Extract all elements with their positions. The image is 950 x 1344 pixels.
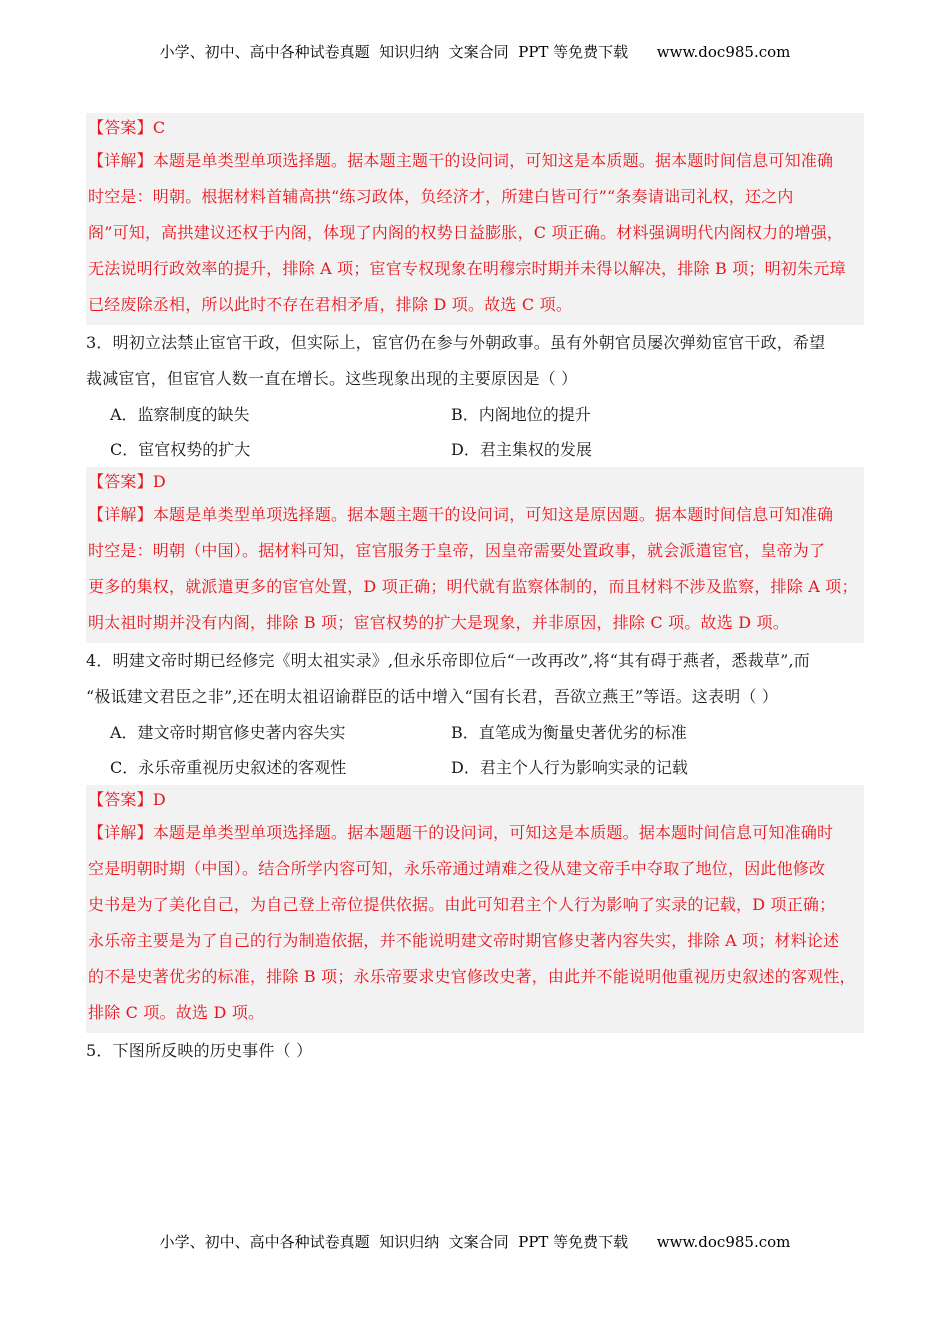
question-stem-line: 4．明建文帝时期已经修完《明太祖实录》,但永乐帝即位后“一改再改”,将“其有碍于燕者，悉裁草”,而 — [86, 651, 810, 670]
explain-line: 【详解】本题是单类型单项选择题。据本题主题干的设问词，可知这是原因题。据本题时间信息可知准确 — [88, 505, 834, 524]
explain-label: 【详解】 — [88, 151, 153, 170]
explain-label: 【详解】 — [88, 823, 153, 842]
explain-line: 阁”可知，高拱建议还权于内阁，体现了内阁的权势日益膨胀，C 项正确。材料强调明代内阁权力的增强， — [88, 223, 844, 242]
answer-label: 【答案】 — [88, 790, 153, 809]
option-b: B．内阁地位的提升 — [451, 405, 591, 424]
options-row — [86, 715, 864, 750]
options-row — [86, 432, 864, 467]
option-a: A．监察制度的缺失 — [110, 405, 250, 424]
question-5 — [86, 1033, 864, 1069]
explain-line: 【详解】本题是单类型单项选择题。据本题主题干的设问词，可知这是本质题。据本题时间信息可知准确 — [88, 151, 834, 170]
explain-line: 已经废除丞相，所以此时不存在君相矛盾，排除 D 项。故选 C 项。 — [88, 295, 573, 314]
explain-label: 【详解】 — [88, 505, 153, 524]
option-c: C．永乐帝重视历史叙述的客观性 — [110, 758, 347, 777]
explain-line: 时空是：明朝（中国）。据材料可知，宦官服务于皇帝，因皇帝需要处置政事，就会派遣宦官，皇帝为了 — [88, 541, 826, 560]
explain-line: 【详解】本题是单类型单项选择题。据本题题干的设问词，可知这是本质题。据本题时间信息可知准确时 — [88, 823, 834, 842]
question-stem-line: “极诋建文君臣之非”,还在明太祖诏谕群臣的话中增入“国有长君，吾欲立燕王”等语。这表明（ ） — [86, 687, 779, 706]
answer-value: D — [152, 472, 166, 491]
options-row — [86, 397, 864, 432]
answer-line — [88, 113, 864, 143]
answer-block-q2 — [86, 113, 864, 325]
answer-label: 【答案】 — [88, 118, 153, 137]
explain-line: 明太祖时期并没有内阁，排除 B 项；宦官权势的扩大是现象，并非原因，排除 C 项。故选 D 项。 — [88, 613, 789, 632]
explain-line: 永乐帝主要是为了自己的行为制造依据，并不能说明建文帝时期官修史著内容失实，排除 A 项；材料论述 — [88, 931, 840, 950]
option-c: C．宦官权势的扩大 — [110, 440, 251, 459]
explain-line: 更多的集权，就派遣更多的宦官处置，D 项正确；明代就有监察体制的，而且材料不涉及监察，排除 A 项； — [88, 577, 858, 596]
question-stem-line: 裁减宦官，但宦官人数一直在增长。这些现象出现的主要原因是（ ） — [86, 369, 578, 388]
question-3 — [86, 325, 864, 467]
options-row — [86, 750, 864, 785]
page-footer: 小学、初中、高中各种试卷真题 知识归纳 文案合同 PPT 等免费下载 www.doc985.com — [159, 1233, 791, 1251]
answer-block-q4 — [86, 785, 864, 1033]
explain-line: 时空是：明朝。根据材料首辅高拱“练习政体，负经济才，所建白皆可行”“条奏请诎司礼权，还之内 — [88, 187, 794, 206]
answer-label: 【答案】 — [88, 472, 153, 491]
answer-value: D — [152, 790, 166, 809]
answer-block-q3 — [86, 467, 864, 643]
explain-line: 空是明朝时期（中国）。结合所学内容可知，永乐帝通过靖难之役从建文帝手中夺取了地位，因此他修改 — [88, 859, 826, 878]
question-4 — [86, 643, 864, 785]
question-stem-line: 5．下图所反映的历史事件（ ） — [86, 1041, 313, 1060]
explain-line: 的不是史著优劣的标准，排除 B 项；永乐帝要求史官修改史著，由此并不能说明他重视历史叙述的客观性， — [88, 967, 856, 986]
option-d: D．君主个人行为影响实录的记载 — [451, 758, 688, 777]
option-a: A．建文帝时期官修史著内容失实 — [110, 723, 346, 742]
explain-line: 无法说明行政效率的提升，排除 A 项；宦官专权现象在明穆宗时期并未得以解决，排除 B 项；明初朱元璋 — [88, 259, 846, 278]
page-header: 小学、初中、高中各种试卷真题 知识归纳 文案合同 PPT 等免费下载 www.doc985.com — [159, 43, 791, 61]
explain-line: 史书是为了美化自己，为自己登上帝位提供依据。由此可知君主个人行为影响了实录的记载，D 项正确； — [88, 895, 836, 914]
option-d: D．君主集权的发展 — [451, 440, 592, 459]
answer-value: C — [152, 118, 166, 137]
answer-line — [88, 467, 864, 497]
answer-line — [88, 785, 864, 815]
option-b: B．直笔成为衡量史著优劣的标准 — [451, 723, 687, 742]
question-stem-line: 3．明初立法禁止宦官干政，但实际上，宦官仍在参与外朝政事。虽有外朝官员屡次弹劾宦官干政，希望 — [86, 333, 826, 352]
document-body — [86, 113, 864, 1069]
explain-line: 排除 C 项。故选 D 项。 — [88, 1003, 265, 1022]
